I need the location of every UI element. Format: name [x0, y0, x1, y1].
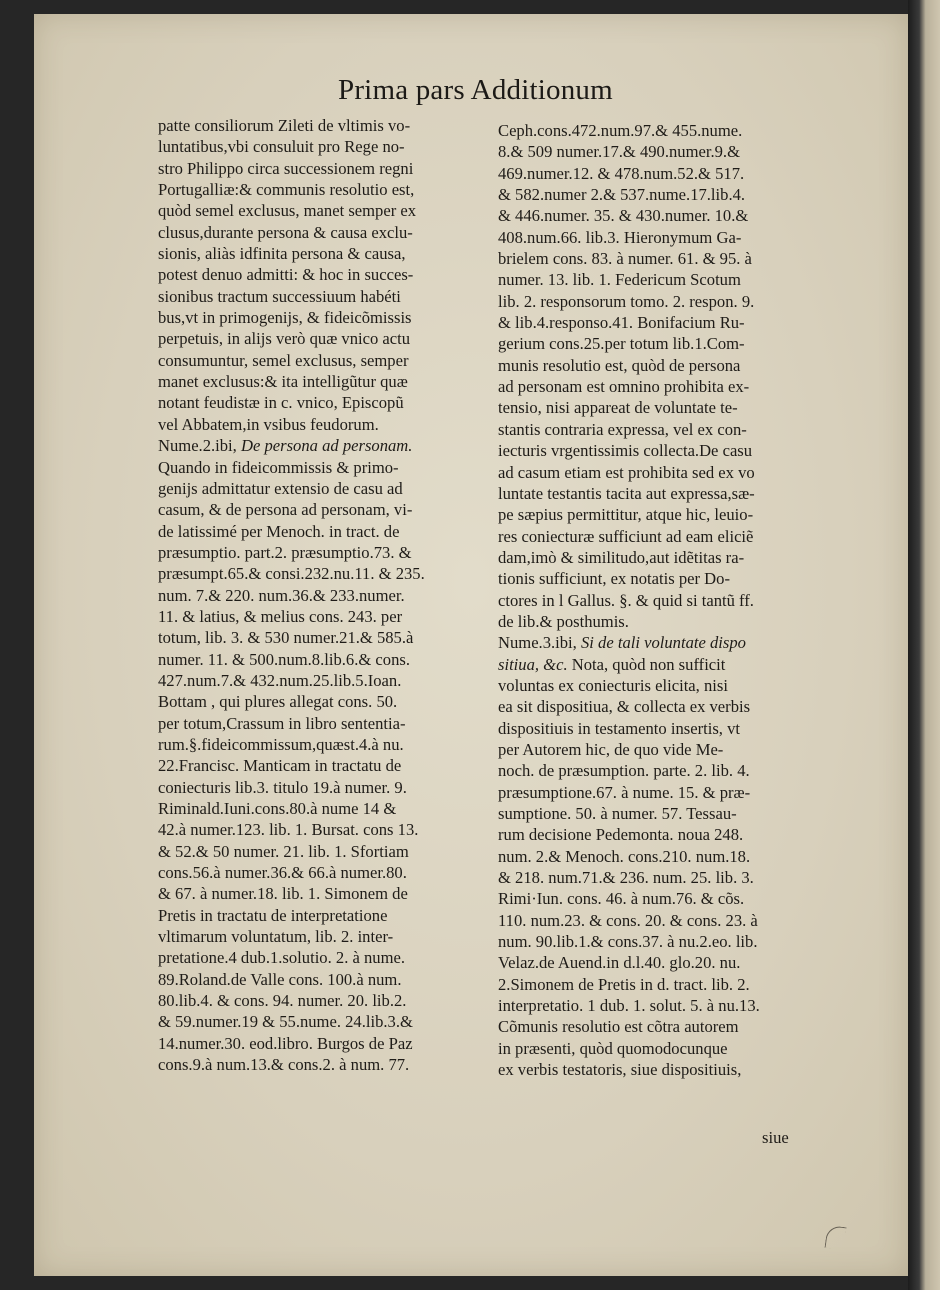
text-line: vel Abbatem,in vsibus feudorum.	[158, 414, 379, 434]
text-line: brielem cons. 83. à numer. 61. & 95. à	[498, 249, 752, 269]
text-line: num. 2.& Menoch. cons.210. num.18.	[498, 846, 751, 866]
text-line: & lib.4.responso.41. Bonifacium Ru-	[498, 313, 745, 333]
text-line: sionis, aliàs idfinita persona & causa,	[158, 244, 406, 264]
text-line: & 218. num.71.& 236. num. 25. lib. 3.	[498, 868, 754, 888]
text-line: tionis sufficiunt, ex notatis per Do-	[498, 569, 730, 589]
text-line: num. 90.lib.1.& cons.37. à nu.2.eo. lib.	[498, 932, 758, 952]
text-line: totum, lib. 3. & 530 numer.21.& 585.à	[158, 628, 414, 648]
text-line: Ceph.cons.472.num.97.& 455.nume.	[498, 121, 743, 140]
text-line: pretatione.4 dub.1.solutio. 2. à nume.	[158, 948, 406, 968]
text-line: præsumptione.67. à nume. 15. & præ-	[498, 782, 751, 802]
text-line: luntatibus,vbi consuluit pro Rege no-	[158, 137, 405, 157]
text-line: 427.num.7.& 432.num.25.lib.5.Ioan.	[158, 670, 402, 690]
text-line: 42.à numer.123. lib. 1. Bursat. cons 13.	[158, 820, 419, 840]
text-line: ad personam est omnino prohibita ex-	[498, 377, 750, 397]
text-line: manet exclusus:& ita intelligũtur quæ	[158, 372, 408, 392]
page-gutter	[908, 0, 940, 1290]
text-line: stantis contraria expressa, vel ex con-	[498, 419, 747, 439]
text-line: potest denuo admitti: & hoc in succes-	[158, 265, 414, 285]
text-line: bus,vt in primogenijs, & fideicõmissis	[158, 308, 412, 328]
text-line: & 52.& 50 numer. 21. lib. 1. Sfortiam	[158, 841, 409, 861]
text-line: numer. 13. lib. 1. Federicum Scotum	[498, 270, 741, 290]
text-line: de latissimé per Menoch. in tract. de	[158, 521, 400, 541]
text-line: dispositiuis in testamento insertis, vt	[498, 718, 740, 738]
text-line: Pretis in tractatu de interpretatione	[158, 905, 388, 925]
text-line: pe sæpius permittitur, atque hic, leuio-	[498, 505, 754, 525]
text-line: gerium cons.25.per totum lib.1.Com-	[498, 334, 745, 354]
text-line: de lib.& posthumis.	[498, 611, 629, 631]
text-line: 89.Roland.de Valle cons. 100.à num.	[158, 969, 402, 989]
text-line: 22.Francisc. Manticam in tractatu de	[158, 756, 402, 776]
text-line: dam,imò & similitudo,aut idẽtitas ra-	[498, 547, 745, 567]
text-line: interpretatio. 1 dub. 1. solut. 5. à nu.13.	[498, 996, 760, 1016]
text-line: 2.Simonem de Pretis in d. tract. lib. 2.	[498, 974, 750, 994]
text-line: quòd semel exclusus, manet semper ex	[158, 201, 417, 221]
left-text-column	[158, 115, 474, 1075]
text-line: sitiua, &c. Nota, quòd non sufficit	[498, 654, 726, 674]
text-line: coniecturis lib.3. titulo 19.à numer. 9.	[158, 777, 407, 797]
text-line: ea sit dispositiua, & collecta ex verbis	[498, 697, 751, 717]
text-line: tensio, nisi appareat de voluntate te-	[498, 398, 738, 418]
text-line: Nume.2.ibi, De persona ad personam.	[158, 436, 413, 456]
text-line: Cõmunis resolutio est cõtra autorem	[498, 1017, 739, 1037]
catchword: siue	[762, 1128, 789, 1147]
text-line: rum.§.fideicommissum,quæst.4.à nu.	[158, 734, 404, 754]
text-line: Nume.3.ibi, Si de tali voluntate dispo	[498, 633, 746, 653]
text-line: sumptione. 50. à numer. 57. Tessau-	[498, 804, 737, 823]
text-line: Riminald.Iuni.cons.80.à nume 14 &	[158, 799, 397, 818]
text-line: præsumpt.65.& consi.232.nu.11. & 235.	[158, 564, 425, 584]
text-line: vltimarum voluntatum, lib. 2. inter-	[158, 927, 394, 947]
text-line: stro Philippo circa successionem regni	[158, 158, 414, 178]
text-line: cons.56.à numer.36.& 66.à numer.80.	[158, 863, 407, 883]
text-line: notant feudistæ in c. vnico, Episcopũ	[158, 393, 404, 413]
text-line: 11. & latius, & melius cons. 243. per	[158, 606, 403, 626]
text-line: Bottam , qui plures allegat cons. 50.	[158, 692, 398, 712]
text-line: per totum,Crassum in libro sententia-	[158, 713, 406, 733]
text-line: num. 7.& 220. num.36.& 233.numer.	[158, 585, 405, 605]
text-line: præsumptio. part.2. præsumptio.73. &	[158, 542, 412, 562]
text-line: voluntas ex coniecturis elicita, nisi	[498, 675, 728, 695]
text-line: & 67. à numer.18. lib. 1. Simonem de	[158, 884, 408, 904]
text-line: & 446.numer. 35. & 430.numer. 10.&	[498, 206, 749, 226]
running-title: Prima pars Additionum	[338, 74, 613, 106]
text-line: ad casum etiam est prohibita sed ex vo	[498, 462, 755, 482]
text-line: patte consiliorum Zileti de vltimis vo-	[158, 116, 411, 135]
text-line: Rimi·Iun. cons. 46. à num.76. & cõs.	[498, 889, 745, 909]
text-line: luntate testantis tacita aut expressa,sæ-	[498, 483, 755, 503]
text-line: lib. 2. responsorum tomo. 2. respon. 9.	[498, 291, 755, 311]
text-line: numer. 11. & 500.num.8.lib.6.& cons.	[158, 649, 410, 669]
text-line: iecturis vrgentissimis collecta.De casu	[498, 441, 753, 461]
text-line: perpetuis, in alijs verò quæ vnico actu	[158, 329, 411, 349]
text-line: casum, & de persona ad personam, vi-	[158, 500, 413, 520]
text-line: 408.num.66. lib.3. Hieronymum Ga-	[498, 227, 742, 247]
text-line: in præsenti, quòd quomodocunque	[498, 1038, 728, 1058]
text-line: 110. num.23. & cons. 20. & cons. 23. à	[498, 910, 758, 930]
text-line: ex verbis testatoris, siue dispositiuis,	[498, 1060, 742, 1080]
text-line: ctores in l Gallus. §. & quid si tantũ ff.	[498, 590, 754, 610]
text-line: 469.numer.12. & 478.num.52.& 517.	[498, 163, 745, 183]
text-line: 8.& 509 numer.17.& 490.numer.9.&	[498, 142, 740, 162]
text-line: 14.numer.30. eod.libro. Burgos de Paz	[158, 1033, 413, 1053]
text-line: noch. de præsumption. parte. 2. lib. 4.	[498, 761, 750, 781]
text-line: munis resolutio est, quòd de persona	[498, 355, 741, 375]
text-line: per Autorem hic, de quo vide Me-	[498, 739, 724, 759]
text-line: clusus,durante persona & causa exclu-	[158, 222, 413, 242]
text-line: sionibus tractum successiuum habéti	[158, 286, 401, 306]
right-text-column	[498, 120, 810, 1080]
text-line: rum decisione Pedemonta. noua 248.	[498, 825, 744, 845]
text-line: genijs admittatur extensio de casu ad	[158, 478, 403, 498]
text-line: Velaz.de Auend.in d.l.40. glo.20. nu.	[498, 953, 741, 973]
text-line: Quando in fideicommissis & primo-	[158, 457, 399, 477]
text-line: res coniecturæ sufficiunt ad eam eliciẽ	[498, 526, 754, 546]
text-line: & 582.numer 2.& 537.nume.17.lib.4.	[498, 185, 746, 205]
text-line: 80.lib.4. & cons. 94. numer. 20. lib.2.	[158, 991, 407, 1011]
text-line: cons.9.à num.13.& cons.2. à num. 77.	[158, 1055, 410, 1075]
text-line: Portugalliæ:& communis resolutio est,	[158, 180, 415, 200]
text-line: & 59.numer.19 & 55.nume. 24.lib.3.&	[158, 1012, 413, 1032]
text-line: consumuntur, semel exclusus, semper	[158, 350, 409, 370]
